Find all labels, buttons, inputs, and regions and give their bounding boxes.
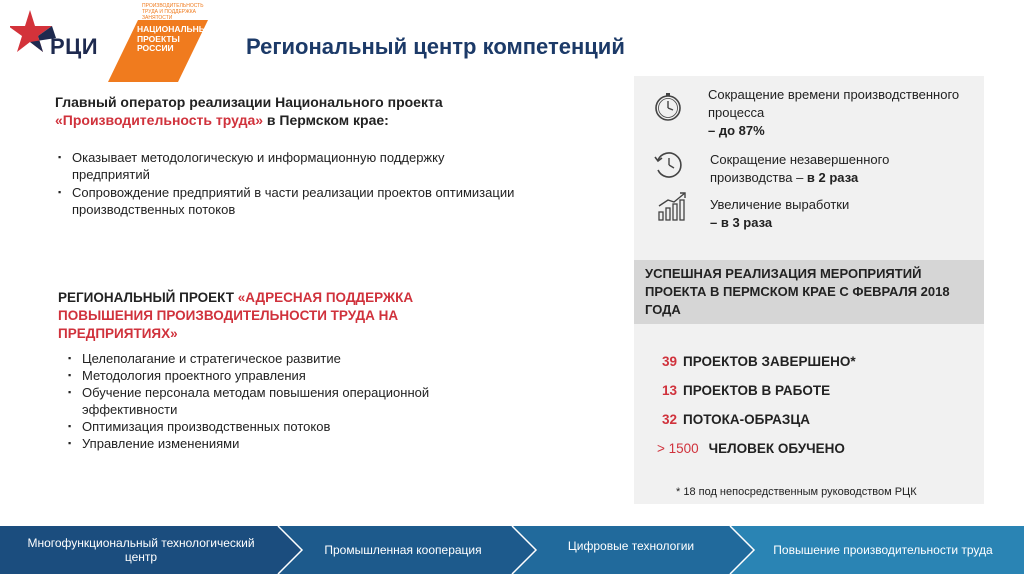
- lead-text-2: в Пермском крае:: [263, 112, 389, 128]
- stat-text: Увеличение выработки: [710, 197, 850, 212]
- lead-text-1: Главный оператор реализации Национального проекта: [55, 94, 443, 110]
- regional-project-title: [58, 289, 478, 343]
- result-label: ПРОЕКТОВ В РАБОТЕ: [683, 383, 831, 398]
- list-item: ▪ Оптимизация производственных потоков: [65, 418, 505, 435]
- result-in-progress: [662, 383, 830, 398]
- list-item: ▪ Обучение персонала методам повышения операционной эффективности: [65, 384, 505, 418]
- result-label: ЧЕЛОВЕК ОБУЧЕНО: [708, 441, 845, 456]
- stat-output-growth: [710, 196, 970, 232]
- nav-productivity[interactable]: Повышение производительности труда: [773, 543, 993, 557]
- list-item: ▪ Сопровождение предприятий в части реализации проектов оптимизации производственных потоков: [55, 184, 515, 218]
- result-completed: [662, 354, 856, 369]
- nav-industrial-cooperation[interactable]: Промышленная кооперация: [324, 543, 482, 557]
- result-trained: [657, 441, 845, 456]
- result-label: ПРОЕКТОВ ЗАВЕРШЕНО*: [683, 354, 856, 369]
- stat-value: – в 3 раза: [710, 215, 773, 230]
- page-title: Региональный центр компетенций: [246, 34, 625, 59]
- results-band-title: УСПЕШНАЯ РЕАЛИЗАЦИЯ МЕРОПРИЯТИЙ ПРОЕКТА В ПЕРМСКОМ КРАЕ С ФЕВРАЛЯ 2018 ГОДА: [645, 266, 950, 317]
- lead-paragraph: [55, 93, 515, 129]
- result-number: 32: [662, 412, 678, 427]
- lead-project-name: «Производительность труда»: [55, 112, 264, 128]
- footnote: * 18 под непосредственным руководством РЦК: [676, 486, 917, 498]
- rp-name: «АДРЕСНАЯ ПОДДЕРЖКА ПОВЫШЕНИЯ ПРОИЗВОДИТЕЛЬНОСТИ ТРУДА НА ПРЕДПРИЯТИЯХ»: [58, 290, 414, 341]
- rci-logo-text: РЦИ: [50, 34, 99, 59]
- stat-time-reduction: [708, 86, 968, 140]
- result-number: 39: [662, 354, 678, 369]
- growth-chart-icon: [656, 190, 688, 222]
- result-number: > 1500: [657, 441, 699, 456]
- list-item: ▪ Методология проектного управления: [65, 367, 505, 384]
- stat-value: – до 87%: [708, 123, 765, 138]
- result-number: 13: [662, 383, 678, 398]
- nav-digital-technologies[interactable]: Цифровые технологии: [567, 539, 695, 553]
- stat-wip-reduction: [710, 151, 970, 187]
- rp-prefix: РЕГИОНАЛЬНЫЙ ПРОЕКТ: [58, 290, 238, 305]
- list-item: ▪ Управление изменениями: [65, 435, 505, 452]
- history-icon: [652, 148, 684, 180]
- result-pilot-streams: [662, 412, 810, 427]
- np-logo-big-text: НАЦИОНАЛЬНЫЕ ПРОЕКТЫ РОССИИ: [137, 24, 213, 53]
- bottom-nav-bar: [0, 526, 1024, 574]
- stat-text: Сокращение времени производственного процесса: [708, 87, 960, 120]
- regional-project-list: [65, 350, 505, 452]
- clock-icon: [652, 91, 684, 123]
- result-label: ПОТОКА-ОБРАЗЦА: [683, 412, 810, 427]
- list-item: ▪ Оказывает методологическую и информационную поддержку предприятий: [55, 149, 515, 183]
- operator-functions-list: [55, 149, 515, 219]
- stat-text: Сокращение незавершенного производства –: [710, 152, 890, 185]
- np-logo-small-text: ПРОИЗВОДИТЕЛЬНОСТЬ ТРУДА И ПОДДЕРЖКА ЗАНЯТОСТИ: [142, 3, 204, 21]
- stat-value: в 2 раза: [806, 170, 859, 185]
- nav-multifunctional-center[interactable]: Многофункциональный технологический центр: [27, 536, 255, 564]
- list-item: ▪ Целеполагание и стратегическое развитие: [65, 350, 505, 367]
